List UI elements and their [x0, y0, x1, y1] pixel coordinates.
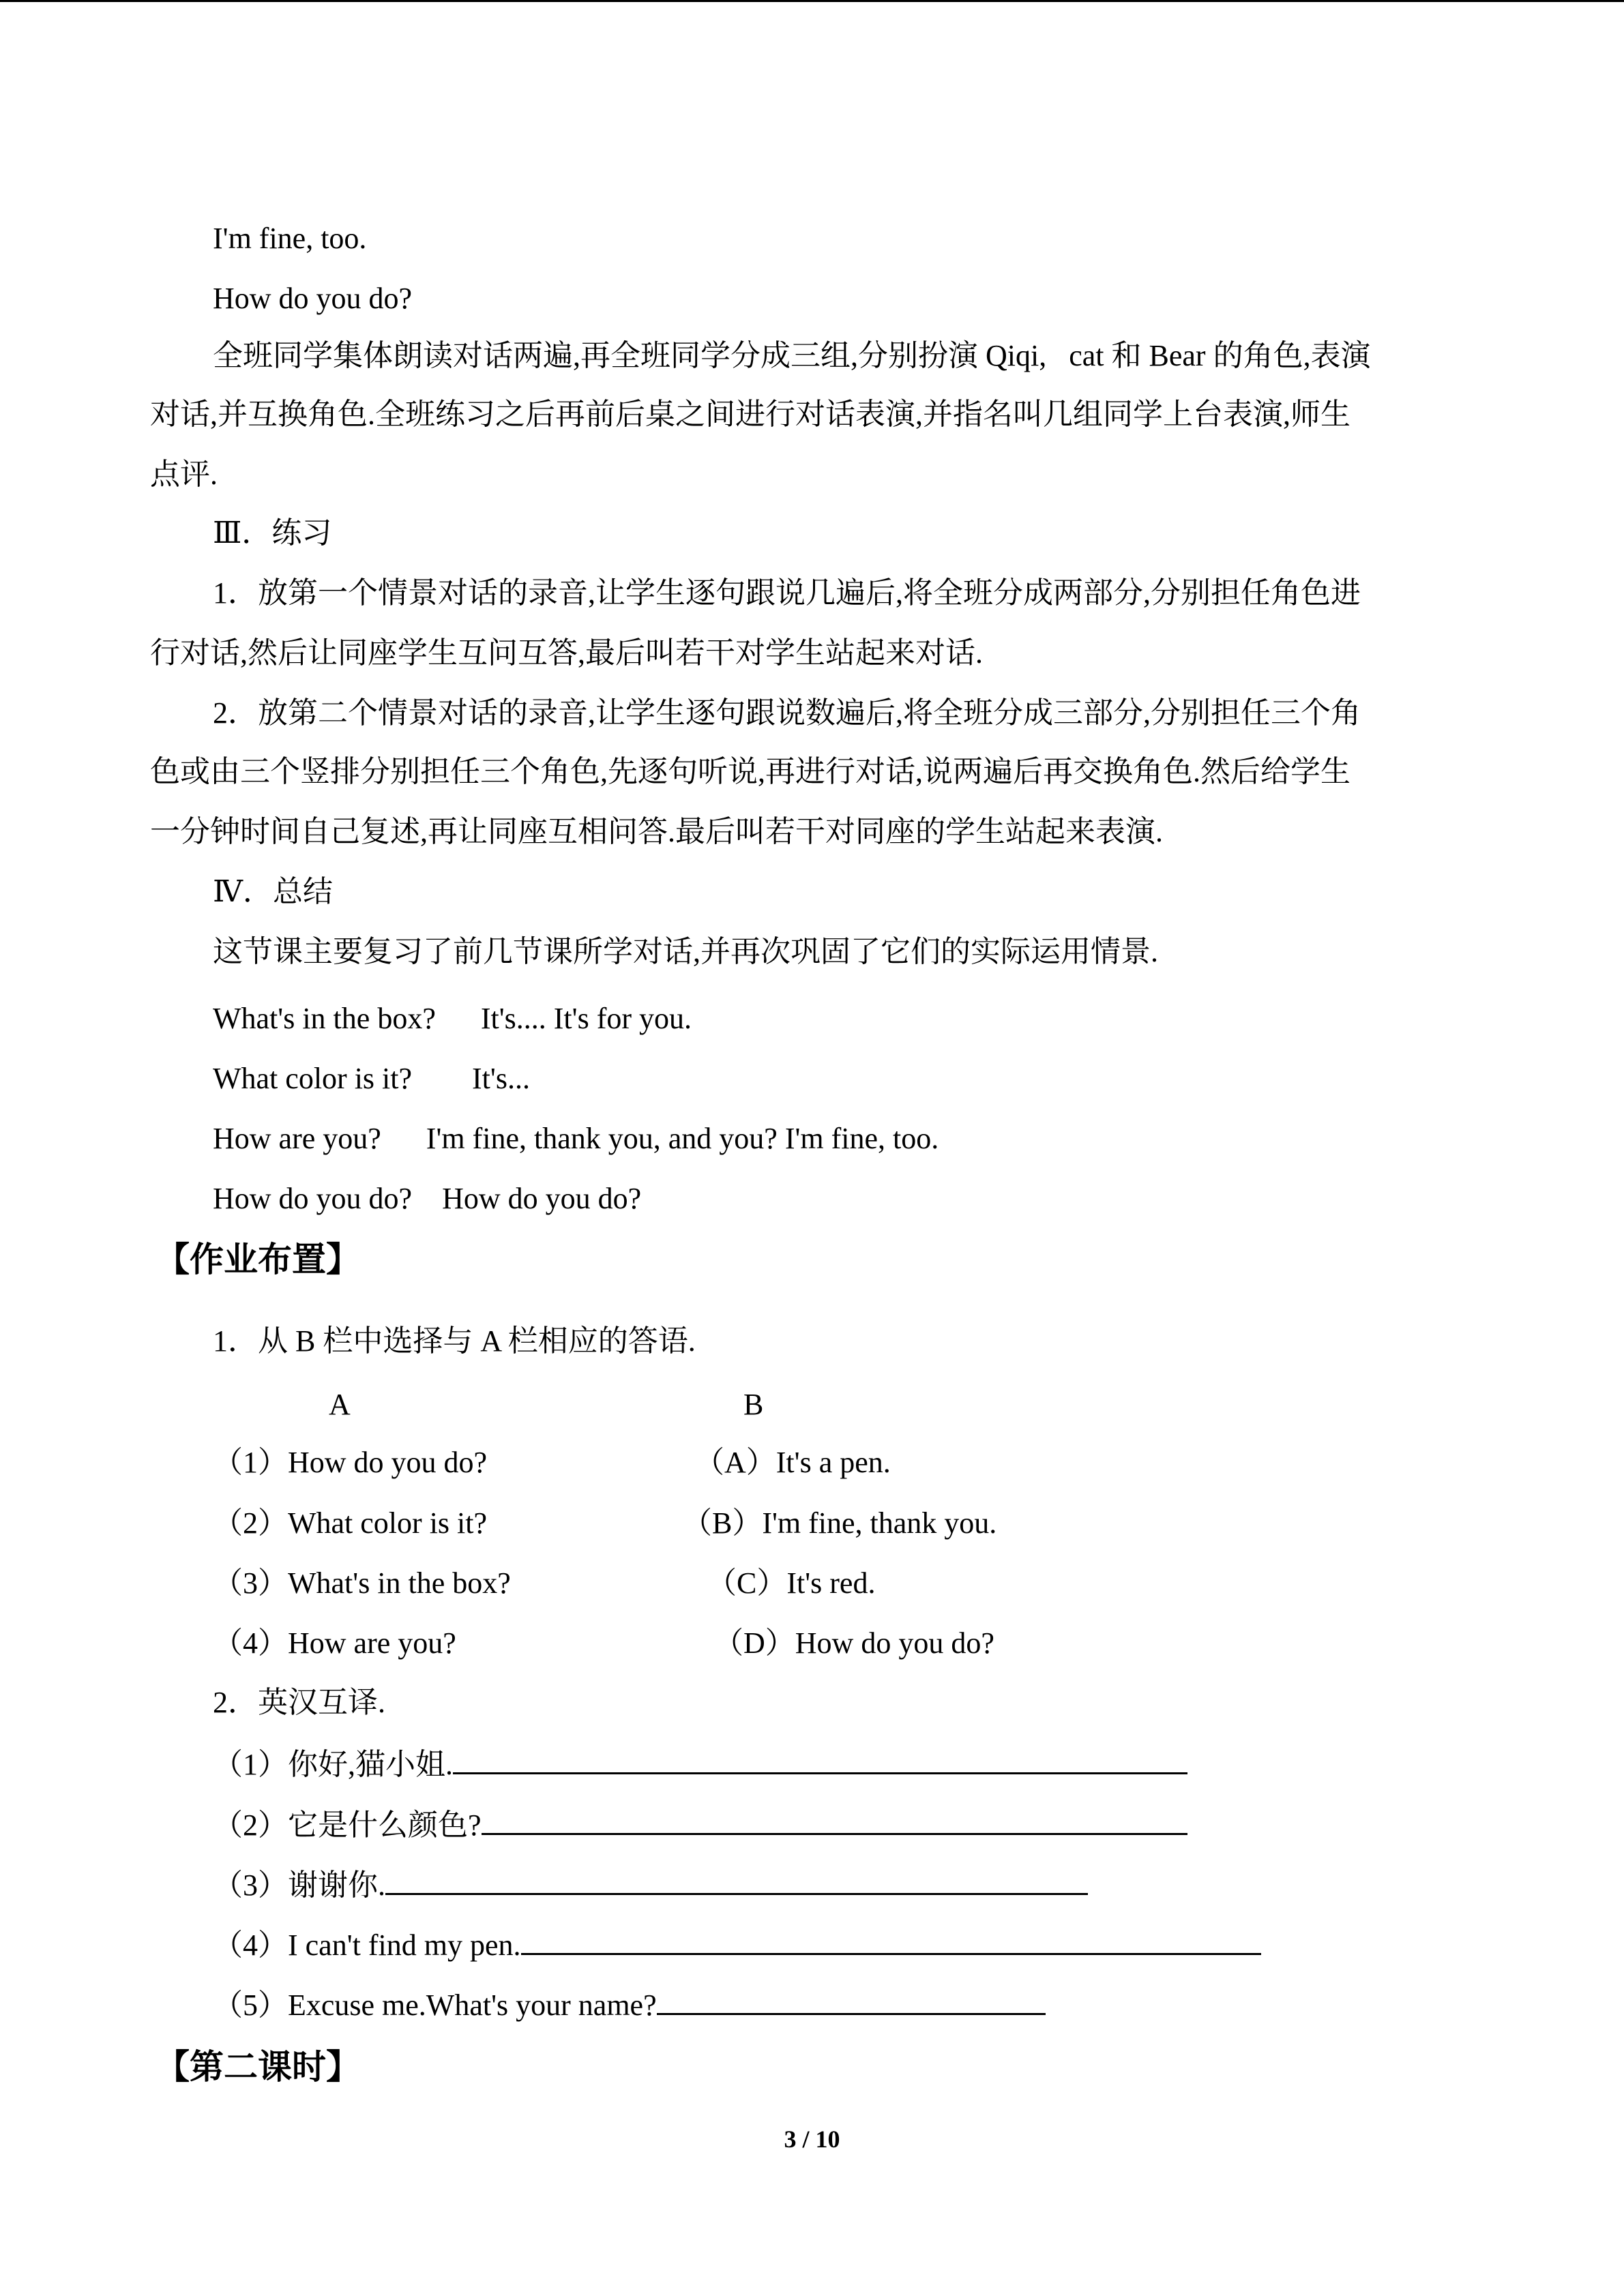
column-a-item: （3）What's in the box? [213, 1566, 511, 1600]
column-b-label: B [743, 1388, 764, 1421]
answer-blank[interactable] [657, 1983, 1046, 2015]
summary-pair: What's in the box? It's.... It's for you. [213, 1002, 692, 1035]
paragraph-line: 行对话,然后让同座学生互问互答,最后叫若干对学生站起来对话. [150, 636, 983, 670]
translation-prompt: （2）它是什么颜色? [213, 1808, 482, 1842]
column-a-item: （2）What color is it? [213, 1506, 488, 1540]
summary-pair: What color is it? It's... [213, 1062, 530, 1095]
column-b-item: （B）I'm fine, thank you. [682, 1506, 997, 1540]
translation-prompt: （5）Excuse me.What's your name? [213, 1988, 657, 2022]
paragraph-line: 点评. [150, 458, 218, 491]
answer-blank[interactable] [385, 1863, 1088, 1895]
paragraph-line: 2．放第二个情景对话的录音,让学生逐句跟说数遍后,将全班分成三部分,分别担任三个角 [213, 696, 1361, 730]
dialogue-line: I'm fine, too. [213, 222, 367, 255]
paragraph-line: 色或由三个竖排分别担任三个角色,先逐句听说,再进行对话,说两遍后再交换角色.然后给学生 [150, 755, 1350, 788]
homework-task-2: 2．英汉互译. [213, 1686, 385, 1719]
column-b-item: （A）It's a pen. [694, 1446, 891, 1479]
paragraph-line: 1．放第一个情景对话的录音,让学生逐句跟说几遍后,将全班分成两部分,分别担任角色进 [213, 576, 1361, 610]
paragraph-line: 对话,并互换角色.全班练习之后再前后桌之间进行对话表演,并指名叫几组同学上台表演,师生 [150, 398, 1350, 431]
translation-item [213, 1863, 1088, 1906]
section-heading-practice: Ⅲ．练习 [213, 516, 332, 550]
summary-pair: How do you do? How do you do? [213, 1182, 642, 1215]
translation-item [213, 1742, 1187, 1785]
homework-task-1: 1．从 B 栏中选择与 A 栏相应的答语. [213, 1324, 696, 1358]
summary-pair: How are you? I'm fine, thank you, and you? I'm fine, too. [213, 1122, 939, 1155]
column-b-item: （D）How do you do? [713, 1626, 994, 1660]
page-number: 3 / 10 [784, 2126, 840, 2153]
next-lesson-heading: 【第二课时】 [156, 2047, 360, 2087]
translation-item [213, 1983, 1046, 2026]
answer-blank[interactable] [453, 1742, 1187, 1774]
translation-prompt: （3）谢谢你. [213, 1868, 385, 1902]
section-heading-summary: Ⅳ．总结 [213, 875, 333, 908]
paragraph-line: 一分钟时间自己复述,再让同座互相问答.最后叫若干对同座的学生站起来表演. [150, 815, 1163, 848]
column-b-item: （C）It's red. [707, 1566, 876, 1600]
column-a-item: （1）How do you do? [213, 1446, 488, 1479]
column-a-item: （4）How are you? [213, 1626, 456, 1660]
translation-prompt: （4）I can't find my pen. [213, 1928, 521, 1962]
answer-blank[interactable] [482, 1803, 1187, 1835]
translation-item [213, 1803, 1187, 1846]
column-a-label: A [329, 1388, 351, 1421]
paragraph-line: 这节课主要复习了前几节课所学对话,并再次巩固了它们的实际运用情景. [213, 935, 1158, 968]
answer-blank[interactable] [521, 1923, 1261, 1955]
paragraph-line: 全班同学集体朗读对话两遍,再全班同学分成三组,分别扮演 Qiqi, cat 和 Bear 的角色,表演 [213, 339, 1371, 372]
translation-item [213, 1923, 1261, 1966]
dialogue-line: How do you do? [213, 282, 413, 315]
translation-prompt: （1）你好,猫小姐. [213, 1748, 453, 1781]
homework-heading: 【作业布置】 [156, 1240, 360, 1279]
